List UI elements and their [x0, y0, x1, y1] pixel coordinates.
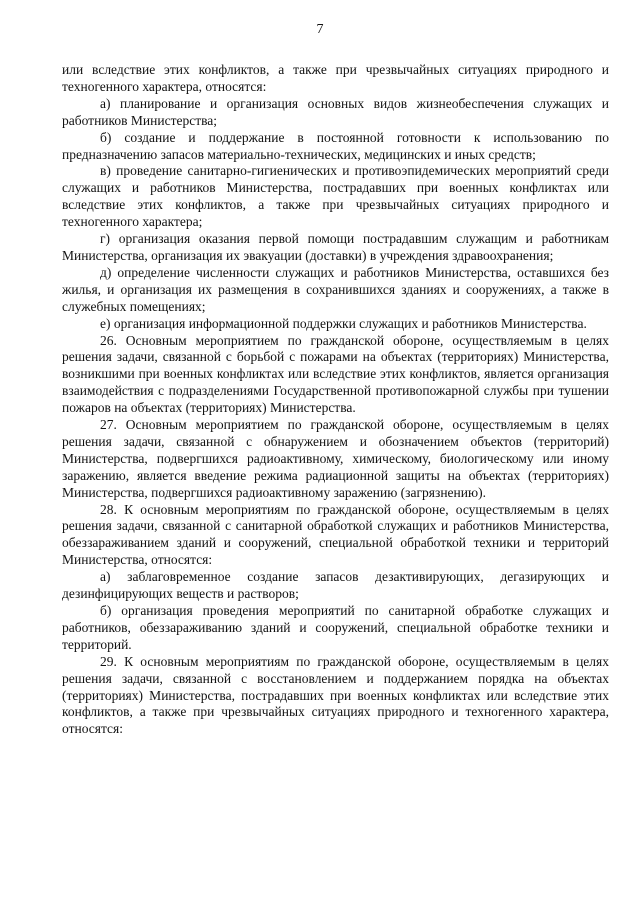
paragraph-28-item-a: а) заблаговременное создание запасов дезактивирующих, дегазирующих и дезинфицирующих веществ и растворов; — [62, 569, 609, 602]
paragraph-item-b: б) создание и поддержание в постоянной готовности к использованию по предназначению запасов материально-технических, медицинских и иных средств; — [62, 129, 609, 162]
paragraph-item-v: в) проведение санитарно-гигиенических и противоэпидемических мероприятий среди служащих и работников Министерства, пострадавших при военных конфликтах или вследствие этих конфликтов, а также при чрезвычайных ситуациях природного и техногенного характера; — [62, 163, 609, 230]
paragraph-28: 28. К основным мероприятиям по гражданской обороне, осуществляемым в целях решения задачи, связанной с санитарной обработкой служащих и работников Министерства, обеззараживанием зданий и сооружений, специальной обработкой техники и территорий Министерства, относятся: — [62, 501, 609, 568]
paragraph-26: 26. Основным мероприятием по гражданской обороне, осуществляемым в целях решения задачи, связанной с борьбой с пожарами на объектах (территориях) Министерства, возникшими при военных конфликтах или вследствие этих конфликтов, является организация взаимодействия с подразделениями Государственной противопожарной службы при тушении пожаров на объектах (территориях) Министерства. — [62, 332, 609, 416]
paragraph-27: 27. Основным мероприятием по гражданской обороне, осуществляемым в целях решения задачи, связанной с обнаружением и обозначением объектов (территорий) Министерства, подвергшихся радиоактивному, химическому, биологическому или иному заражению, является введение режима радиационной защиты на объектах (территориях) Министерства, подвергшихся радиоактивному заражению (загрязнению). — [62, 417, 609, 500]
document-body — [62, 62, 609, 738]
paragraph-28-item-b: б) организация проведения мероприятий по санитарной обработке служащих и работников, обеззараживанию зданий и сооружений, специальной обработке техники и территорий. — [62, 603, 609, 652]
paragraph-item-g: г) организация оказания первой помощи пострадавшим служащим и работникам Министерства, организация их эвакуации (доставки) в учреждения здравоохранения; — [62, 231, 609, 263]
paragraph-item-e: е) организация информационной поддержки служащих и работников Министерства. — [100, 315, 587, 331]
paragraph-continuation: или вследствие этих конфликтов, а также при чрезвычайных ситуациях природного и техногенного характера, относятся: — [62, 62, 609, 94]
page-number: 7 — [316, 22, 324, 37]
paragraph-item-a: а) планирование и организация основных видов жизнеобеспечения служащих и работников Министерства; — [62, 95, 609, 128]
paragraph-item-d: д) определение численности служащих и работников Министерства, оставшихся без жилья, и организация их размещения в сохранившихся зданиях и сооружениях, а также в служебных помещениях; — [62, 264, 609, 314]
paragraph-29: 29. К основным мероприятиям по гражданской обороне, осуществляемым в целях решения задачи, связанной с восстановлением и поддержанием порядка на объектах (территориях) Министерства, пострадавших при военных конфликтах или вследствие этих конфликтов, а также при чрезвычайных ситуациях природного и техногенного характера, относятся: — [62, 653, 609, 737]
